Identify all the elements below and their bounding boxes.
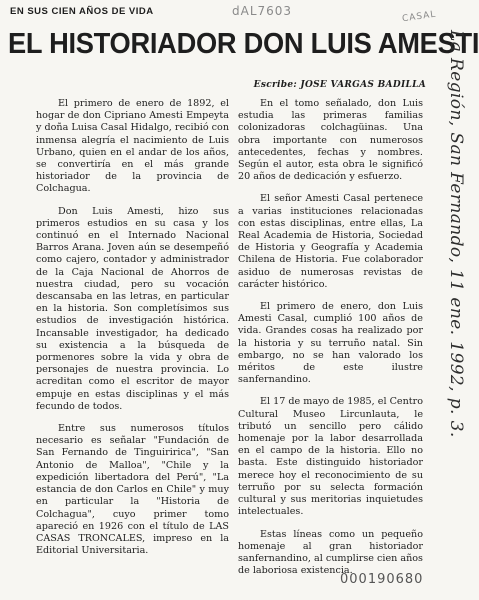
catalog-number: 000190680	[340, 572, 424, 587]
archive-stamp: dAL7603	[232, 4, 293, 18]
article-paragraph: En el tomo señalado, don Luis estudia las primeras familias colonizadoras colchagüinas. Una obra importante con numerosos antecedentes, fechas y nombres. Según el autor, esta obra le significó 20 años de dedicación y esfuerzo.	[238, 98, 423, 183]
handwritten-source-text: La Región, San Fernando, 11 ene. 1992, p. 3.	[446, 30, 466, 438]
article-paragraph: Don Luis Amesti, hizo sus primeros estudios en su casa y los continuó en el Internado Nacional Barros Arana. Joven aún se desempeñó como cajero, contador y administrador de la Caja Nacional de Ahorros de nuestra ciudad, pero su vocación descansaba en las letras, en particular en la historia. Son completísimos sus estudios de investigación histórica. Incansable investigador, ha dedicado su existencia a la búsqueda de pormenores sobre la vida y obra de personajes de nuestra provincia. Lo acreditan como el escritor de mayor empuje en estas disciplinas y el más fecundo de todos.	[36, 205, 229, 412]
article-column-right	[238, 98, 423, 587]
article-column-left	[36, 98, 229, 567]
article-paragraph: Estas líneas como un pequeño homenaje al gran historiador sanfernandino, al cumplirse cien años de laboriosa existencia.	[238, 528, 423, 577]
archive-stamp-secondary: CASAL	[401, 9, 438, 25]
article-paragraph: El primero de enero, don Luis Amesti Casal, cumplió 100 años de vida. Grandes cosas ha realizado por la historia y su terruño natal. Sin embargo, no se han valorado los méritos de este ilustre sanfernandino.	[238, 301, 423, 386]
article-paragraph: El primero de enero de 1892, el hogar de don Cipriano Amesti Empeyta y doña Luisa Casal Hidalgo, recibió con inmensa alegría el nacimiento de Luis Urbano, quien en el andar de los años, se convertiría en el más grande historiador de la provincia de Colchagua.	[36, 98, 229, 195]
article-paragraph: El señor Amesti Casal pertenece a varias instituciones relacionadas con estas disciplinas, entre ellas, La Real Academia de Historia, Sociedad de Historia y Geografía y Academia Chilena de Historia. Fue colaborador asiduo de numerosas revistas de carácter histórico.	[238, 193, 423, 290]
section-kicker: EN SUS CIEN AÑOS DE VIDA	[10, 6, 154, 17]
handwritten-source-note	[444, 30, 464, 440]
article-headline: EL HISTORIADOR DON LUIS AMESTI	[8, 28, 479, 60]
article-byline: Escribe: JOSE VARGAS BADILLA	[253, 80, 426, 90]
article-paragraph: El 17 de mayo de 1985, el Centro Cultural Museo Lircunlauta, le tributó un sencillo pero cálido homenaje por la labor desarrollada en el campo de la historia. Ello no basta. Este distinguido historiador merece hoy el reconocimiento de su terruño por su selecta formación cultural y sus meritorias inquietudes intelectuales.	[238, 396, 423, 518]
article-paragraph: Entre sus numerosos títulos necesario es señalar "Fundación de San Fernando de Tinguiririca", "San Antonio de Malloa", "Chile y la expedición libertadora del Perú", "La estancia de don Carlos en Chile" y muy en particular la "Historia de Colchagua", cuyo primer tomo apareció en 1926 con el título de LAS CASAS TRONCALES, impreso en la Editorial Universitaria.	[36, 423, 229, 557]
